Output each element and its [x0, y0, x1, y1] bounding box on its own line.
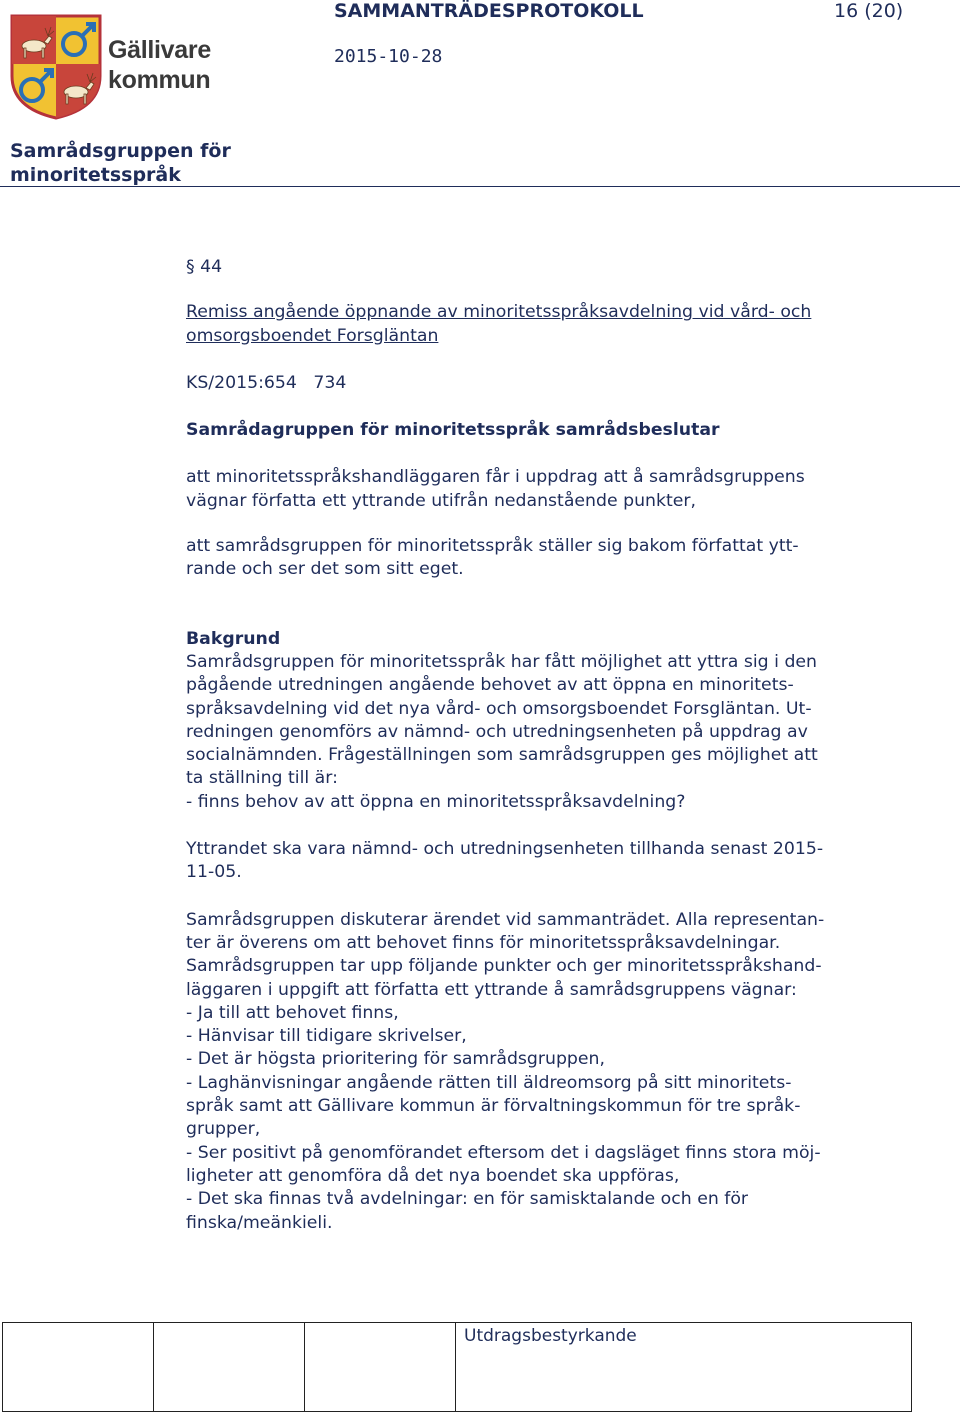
text-line: - Ser positivt på genomförandet eftersom det i dagsläget finns stora möj- [186, 1142, 821, 1163]
case-reference: KS/2015:654 734 [186, 372, 347, 393]
text-line: språksavdelning vid det nya vård- och omsorgsboendet Forsgläntan. Ut- [186, 698, 812, 719]
background-heading: Bakgrund [186, 628, 281, 649]
text-line: Samrådsgruppen för minoritetsspråk har fått möjlighet att yttra sig i den [186, 651, 817, 672]
signature-cell [3, 1323, 154, 1412]
logo-text-line1: Gällivare [108, 36, 211, 64]
text-line: läggaren i uppgift att författa ett yttrande å samrådsgruppens vägnar: [186, 979, 797, 1000]
deadline-text [186, 838, 906, 885]
text-line: ligheter att genomföra då det nya boendet ska uppföras, [186, 1165, 680, 1186]
decision-heading: Samrådagruppen för minoritetsspråk samrådsbeslutar [186, 420, 720, 441]
certification-cell [456, 1323, 912, 1412]
text-line: Samrådsgruppen tar upp följande punkter och ger minoritetsspråkshand- [186, 956, 822, 977]
decision-line: rande och ser det som sitt eget. [186, 559, 464, 580]
background-text [186, 651, 906, 814]
text-line: - finns behov av att öppna en minoritetsspråksavdelning? [186, 791, 686, 812]
subject-line: omsorgsboendet Forsgläntan [186, 325, 439, 346]
text-line: Samrådsgruppen diskuterar ärendet vid sammanträdet. Alla representan- [186, 909, 825, 930]
text-line: språk samt att Gällivare kommun är förvaltningskommun för tre språk- [186, 1096, 801, 1117]
decision-line: att minoritetsspråkshandläggaren får i uppdrag att å samrådsgruppens [186, 467, 805, 488]
text-line: 11-05. [186, 862, 242, 883]
decision-line: att samrådsgruppen för minoritetsspråk ställer sig bakom författat ytt- [186, 536, 799, 557]
text-line: ter är överens om att behovet finns för minoritetsspråksavdelningar. [186, 932, 781, 953]
text-line: grupper, [186, 1119, 261, 1140]
text-line: Yttrandet ska vara nämnd- och utredningsenheten tillhanda senast 2015- [186, 839, 824, 860]
municipality-logo [8, 12, 211, 122]
document-title: SAMMANTRÄDESPROTOKOLL [334, 0, 644, 22]
text-line: pågående utredningen angående behovet av att öppna en minoritets- [186, 675, 794, 696]
text-line: ta ställning till är: [186, 768, 338, 789]
signature-table [2, 1322, 912, 1412]
coat-of-arms-icon [8, 12, 104, 120]
paragraph-number: § 44 [186, 257, 223, 277]
text-line: finska/meänkieli. [186, 1212, 333, 1233]
text-line: - Ja till att behovet finns, [186, 1002, 399, 1023]
logo-text-line2: kommun [108, 66, 211, 94]
signature-cell [305, 1323, 456, 1412]
meeting-date: 2015-10-28 [334, 46, 443, 67]
signature-cell [154, 1323, 305, 1412]
protocol-body [186, 256, 906, 1235]
header-divider [0, 186, 960, 187]
text-line: redningen genomförs av nämnd- och utredningsenheten på uppdrag av [186, 721, 808, 742]
text-line: - Hänvisar till tidigare skrivelser, [186, 1026, 467, 1047]
page-number: 16 (20) [834, 0, 904, 22]
text-line: - Det är högsta prioritering för samrådsgruppen, [186, 1049, 605, 1070]
text-line: - Laghänvisningar angående rätten till äldreomsorg på sitt minoritets- [186, 1072, 792, 1093]
discussion-text [186, 909, 906, 1235]
text-line: - Det ska finnas två avdelningar: en för samisktalande och en för [186, 1189, 749, 1210]
decision-line: vägnar författa ett yttrande utifrån nedanstående punkter, [186, 490, 696, 511]
subject-line: Remiss angående öppnande av minoritetsspråksavdelning vid vård- och [186, 302, 812, 323]
text-line: socialnämnden. Frågeställningen som samrådsgruppen ges möjlighet att [186, 745, 818, 766]
organization-name: Samrådsgruppen för minoritetsspråk [10, 140, 231, 186]
certification-label: Utdragsbestyrkande [464, 1326, 637, 1346]
